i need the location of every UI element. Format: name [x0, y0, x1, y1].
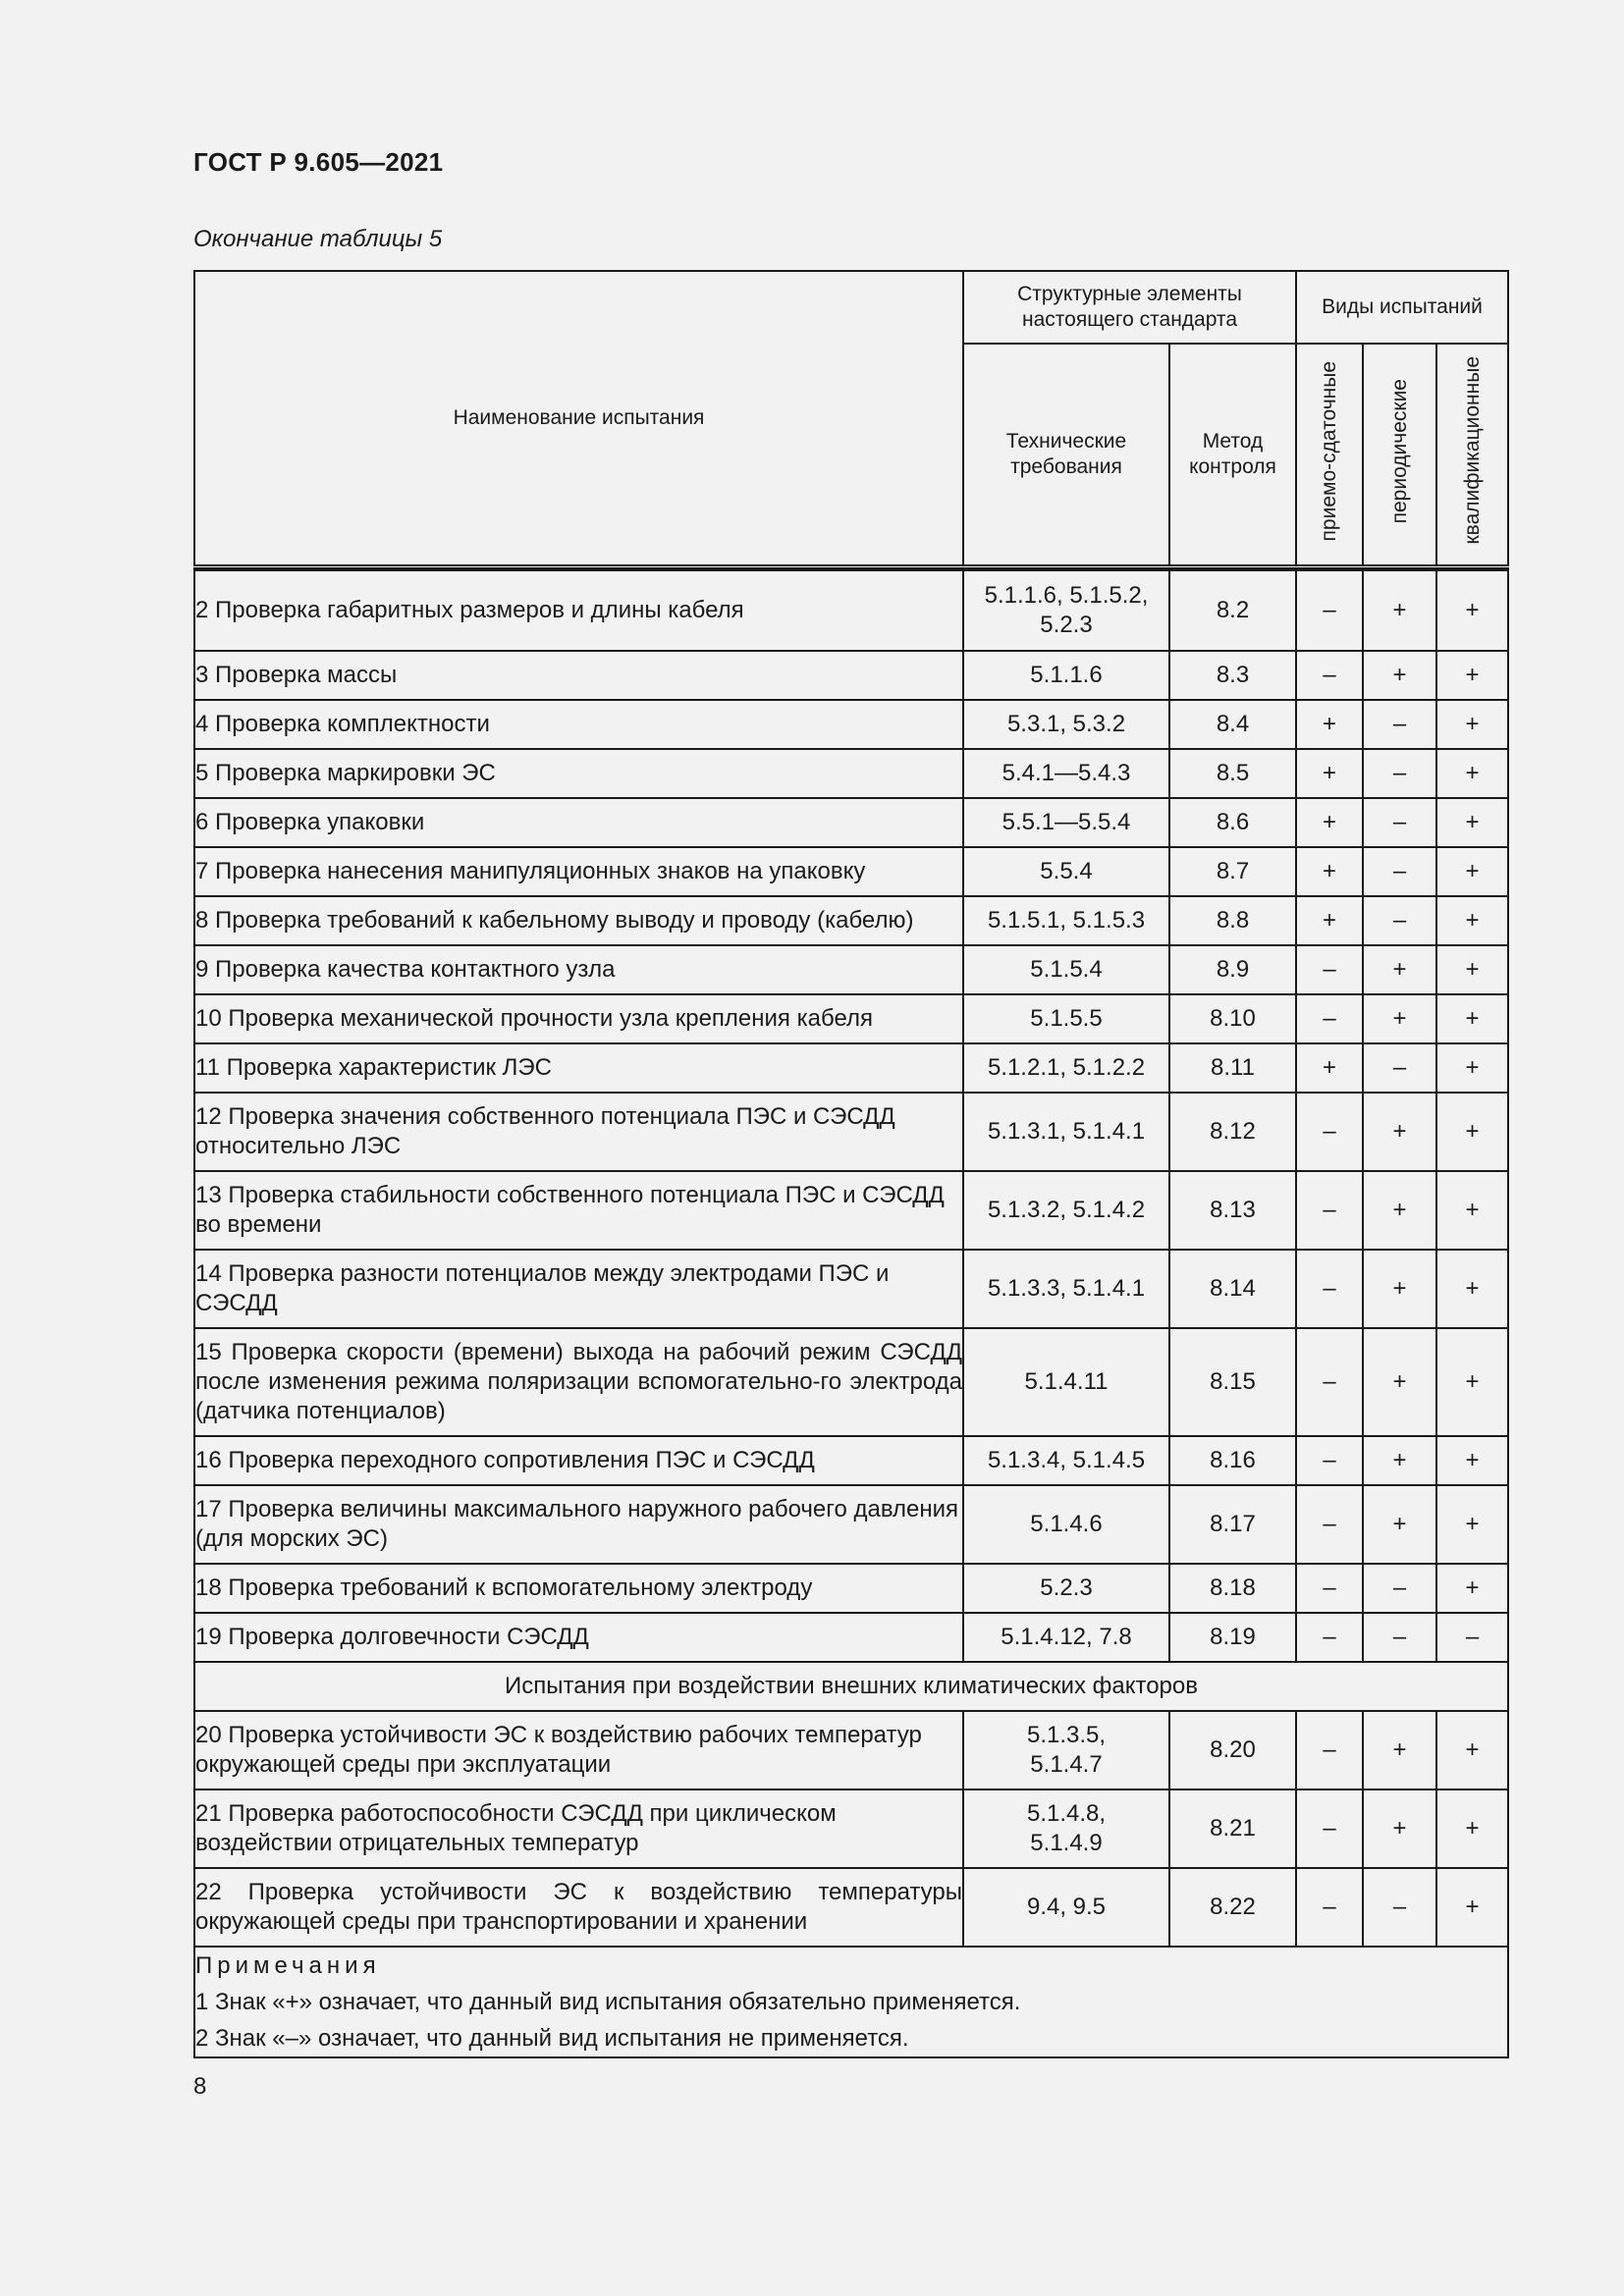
table-row	[194, 1436, 1508, 1485]
table-row	[194, 1485, 1508, 1564]
table-caption: Окончание таблицы 5	[193, 226, 443, 252]
test-name: 15 Проверка скорости (времени) выхода на рабочий режим СЭСДД после изменения режима поляризации вспомогательно-го электрода (датчика потенциалов)	[194, 1328, 963, 1436]
tech-requirements: 5.3.1, 5.3.2	[963, 700, 1169, 749]
qualification-mark: +	[1436, 847, 1508, 896]
periodic-mark: –	[1363, 700, 1436, 749]
qualification-mark: +	[1436, 1436, 1508, 1485]
note-item: 1 Знак «+» означает, что данный вид испытания обязательно применяется.	[195, 1988, 1021, 2015]
tech-requirements: 5.1.1.6, 5.1.5.2, 5.2.3	[963, 570, 1169, 651]
control-method: 8.5	[1169, 749, 1296, 798]
test-name: 21 Проверка работоспособности СЭСДД при циклическом воздействии отрицательных температур	[194, 1789, 963, 1868]
tech-requirements: 5.1.4.8, 5.1.4.9	[963, 1789, 1169, 1868]
qualification-mark: +	[1436, 1043, 1508, 1093]
col-header-structure: Структурные элементы настоящего стандарта	[963, 271, 1296, 344]
control-method: 8.18	[1169, 1564, 1296, 1613]
acceptance-mark: –	[1296, 1613, 1363, 1662]
table-row	[194, 1613, 1508, 1662]
periodic-mark: +	[1363, 1789, 1436, 1868]
qualification-mark: +	[1436, 570, 1508, 651]
acceptance-mark: +	[1296, 798, 1363, 847]
tech-requirements: 5.1.3.3, 5.1.4.1	[963, 1250, 1169, 1328]
control-method: 8.20	[1169, 1711, 1296, 1789]
qualification-mark: +	[1436, 700, 1508, 749]
test-name: 18 Проверка требований к вспомогательному электроду	[194, 1564, 963, 1613]
qualification-mark: +	[1436, 749, 1508, 798]
table-row	[194, 1093, 1508, 1171]
tech-requirements: 5.1.2.1, 5.1.2.2	[963, 1043, 1169, 1093]
periodic-mark: –	[1363, 896, 1436, 945]
acceptance-mark: –	[1296, 1485, 1363, 1564]
qualification-mark: +	[1436, 1711, 1508, 1789]
acceptance-mark: –	[1296, 1328, 1363, 1436]
table-row	[194, 798, 1508, 847]
control-method: 8.10	[1169, 994, 1296, 1043]
qualification-mark: +	[1436, 798, 1508, 847]
qualification-mark: +	[1436, 896, 1508, 945]
table-row	[194, 1711, 1508, 1789]
tech-requirements: 5.1.3.2, 5.1.4.2	[963, 1171, 1169, 1250]
periodic-mark: –	[1363, 798, 1436, 847]
control-method: 8.21	[1169, 1789, 1296, 1868]
tech-requirements: 5.1.3.4, 5.1.4.5	[963, 1436, 1169, 1485]
table-row	[194, 1564, 1508, 1613]
tech-requirements: 5.1.3.1, 5.1.4.1	[963, 1093, 1169, 1171]
test-name: 20 Проверка устойчивости ЭС к воздействию рабочих температур окружающей среды при эксплуатации	[194, 1711, 963, 1789]
qualification-mark: +	[1436, 1789, 1508, 1868]
qualification-mark: +	[1436, 1171, 1508, 1250]
table-row	[194, 896, 1508, 945]
control-method: 8.4	[1169, 700, 1296, 749]
tech-requirements: 5.1.4.11	[963, 1328, 1169, 1436]
periodic-mark: +	[1363, 1250, 1436, 1328]
tech-requirements: 5.5.4	[963, 847, 1169, 896]
col-header-tech-requirements: Технические требования	[963, 344, 1169, 566]
acceptance-mark: –	[1296, 570, 1363, 651]
col-header-test-types: Виды испытаний	[1296, 271, 1508, 344]
qualification-mark: +	[1436, 1328, 1508, 1436]
acceptance-mark: –	[1296, 1093, 1363, 1171]
acceptance-mark: +	[1296, 700, 1363, 749]
control-method: 8.2	[1169, 570, 1296, 651]
col-header-periodic	[1363, 344, 1436, 566]
table-row	[194, 1043, 1508, 1093]
control-method: 8.13	[1169, 1171, 1296, 1250]
control-method: 8.14	[1169, 1250, 1296, 1328]
control-method: 8.11	[1169, 1043, 1296, 1093]
test-name: 2 Проверка габаритных размеров и длины кабеля	[194, 570, 963, 651]
qualification-mark: +	[1436, 1485, 1508, 1564]
qualification-mark: +	[1436, 945, 1508, 994]
test-name: 11 Проверка характеристик ЛЭС	[194, 1043, 963, 1093]
acceptance-mark: –	[1296, 1868, 1363, 1947]
acceptance-mark: –	[1296, 994, 1363, 1043]
tech-requirements: 5.1.5.4	[963, 945, 1169, 994]
test-name: 17 Проверка величины максимального наружного рабочего давления (для морских ЭС)	[194, 1485, 963, 1564]
test-name: 8 Проверка требований к кабельному выводу и проводу (кабелю)	[194, 896, 963, 945]
control-method: 8.15	[1169, 1328, 1296, 1436]
test-name: 13 Проверка стабильности собственного потенциала ПЭС и СЭСДД во времени	[194, 1171, 963, 1250]
table-row	[194, 1328, 1508, 1436]
periodic-mark: +	[1363, 1171, 1436, 1250]
control-method: 8.6	[1169, 798, 1296, 847]
periodic-mark: +	[1363, 570, 1436, 651]
test-name: 5 Проверка маркировки ЭС	[194, 749, 963, 798]
notes-block	[194, 1947, 1508, 2057]
periodic-mark: +	[1363, 1328, 1436, 1436]
control-method: 8.22	[1169, 1868, 1296, 1947]
test-name: 3 Проверка массы	[194, 651, 963, 700]
periodic-mark: +	[1363, 1436, 1436, 1485]
test-name: 9 Проверка качества контактного узла	[194, 945, 963, 994]
col-header-name: Наименование испытания	[194, 271, 963, 566]
qualification-mark: +	[1436, 1564, 1508, 1613]
control-method: 8.19	[1169, 1613, 1296, 1662]
table-row	[194, 847, 1508, 896]
tech-requirements: 5.2.3	[963, 1564, 1169, 1613]
periodic-mark: +	[1363, 1485, 1436, 1564]
qualification-mark: –	[1436, 1613, 1508, 1662]
control-method: 8.16	[1169, 1436, 1296, 1485]
periodic-mark: +	[1363, 1711, 1436, 1789]
col-header-periodic-label: периодические	[1387, 378, 1411, 523]
acceptance-mark: +	[1296, 749, 1363, 798]
periodic-mark: –	[1363, 749, 1436, 798]
periodic-mark: –	[1363, 1613, 1436, 1662]
periodic-mark: +	[1363, 1093, 1436, 1171]
acceptance-mark: +	[1296, 1043, 1363, 1093]
periodic-mark: +	[1363, 994, 1436, 1043]
tech-requirements: 5.1.4.12, 7.8	[963, 1613, 1169, 1662]
test-name: 19 Проверка долговечности СЭСДД	[194, 1613, 963, 1662]
acceptance-mark: –	[1296, 1171, 1363, 1250]
tech-requirements: 9.4, 9.5	[963, 1868, 1169, 1947]
table-row	[194, 994, 1508, 1043]
page-number: 8	[193, 2073, 207, 2100]
periodic-mark: –	[1363, 1564, 1436, 1613]
col-header-control-method: Метод контроля	[1169, 344, 1296, 566]
tech-requirements: 5.5.1—5.5.4	[963, 798, 1169, 847]
acceptance-mark: –	[1296, 651, 1363, 700]
acceptance-mark: –	[1296, 1250, 1363, 1328]
test-name: 12 Проверка значения собственного потенциала ПЭС и СЭСДД относительно ЛЭС	[194, 1093, 963, 1171]
acceptance-mark: –	[1296, 1564, 1363, 1613]
note-item: 2 Знак «–» означает, что данный вид испытания не применяется.	[195, 2024, 909, 2052]
test-name: 14 Проверка разности потенциалов между электродами ПЭС и СЭСДД	[194, 1250, 963, 1328]
control-method: 8.7	[1169, 847, 1296, 896]
table-row	[194, 1171, 1508, 1250]
control-method: 8.12	[1169, 1093, 1296, 1171]
tech-requirements: 5.1.1.6	[963, 651, 1169, 700]
table-row	[194, 570, 1508, 651]
tests-table	[193, 270, 1509, 2058]
control-method: 8.9	[1169, 945, 1296, 994]
periodic-mark: +	[1363, 945, 1436, 994]
notes-row	[194, 1947, 1508, 2057]
tech-requirements: 5.1.5.5	[963, 994, 1169, 1043]
periodic-mark: –	[1363, 847, 1436, 896]
table-row	[194, 700, 1508, 749]
table-row	[194, 1250, 1508, 1328]
table-row	[194, 1789, 1508, 1868]
test-name: 6 Проверка упаковки	[194, 798, 963, 847]
section-row	[194, 1662, 1508, 1711]
acceptance-mark: –	[1296, 945, 1363, 994]
col-header-acceptance-label: приемо-сдаточные	[1318, 360, 1340, 541]
table-row	[194, 651, 1508, 700]
acceptance-mark: –	[1296, 1436, 1363, 1485]
tech-requirements: 5.4.1—5.4.3	[963, 749, 1169, 798]
acceptance-mark: +	[1296, 896, 1363, 945]
test-name: 10 Проверка механической прочности узла крепления кабеля	[194, 994, 963, 1043]
table-row	[194, 945, 1508, 994]
test-name: 4 Проверка комплектности	[194, 700, 963, 749]
acceptance-mark: –	[1296, 1711, 1363, 1789]
notes-title: Примечания	[195, 1951, 381, 1979]
test-name: 16 Проверка переходного сопротивления ПЭС и СЭСДД	[194, 1436, 963, 1485]
qualification-mark: +	[1436, 1093, 1508, 1171]
table-row	[194, 1868, 1508, 1947]
col-header-qualification-label: квалификационные	[1460, 356, 1484, 545]
tech-requirements: 5.1.3.5, 5.1.4.7	[963, 1711, 1169, 1789]
control-method: 8.3	[1169, 651, 1296, 700]
qualification-mark: +	[1436, 651, 1508, 700]
document-code: ГОСТ Р 9.605—2021	[193, 147, 444, 177]
control-method: 8.8	[1169, 896, 1296, 945]
col-header-qualification	[1436, 344, 1508, 566]
col-header-acceptance	[1296, 344, 1363, 566]
test-name: 22 Проверка устойчивости ЭС к воздействию температуры окружающей среды при транспортировании и хранении	[194, 1868, 963, 1947]
tech-requirements: 5.1.5.1, 5.1.5.3	[963, 896, 1169, 945]
table-row	[194, 749, 1508, 798]
qualification-mark: +	[1436, 994, 1508, 1043]
acceptance-mark: +	[1296, 847, 1363, 896]
test-name: 7 Проверка нанесения манипуляционных знаков на упаковку	[194, 847, 963, 896]
acceptance-mark: –	[1296, 1789, 1363, 1868]
control-method: 8.17	[1169, 1485, 1296, 1564]
section-title: Испытания при воздействии внешних климатических факторов	[194, 1662, 1508, 1711]
periodic-mark: –	[1363, 1868, 1436, 1947]
qualification-mark: +	[1436, 1250, 1508, 1328]
periodic-mark: +	[1363, 651, 1436, 700]
periodic-mark: –	[1363, 1043, 1436, 1093]
qualification-mark: +	[1436, 1868, 1508, 1947]
tech-requirements: 5.1.4.6	[963, 1485, 1169, 1564]
